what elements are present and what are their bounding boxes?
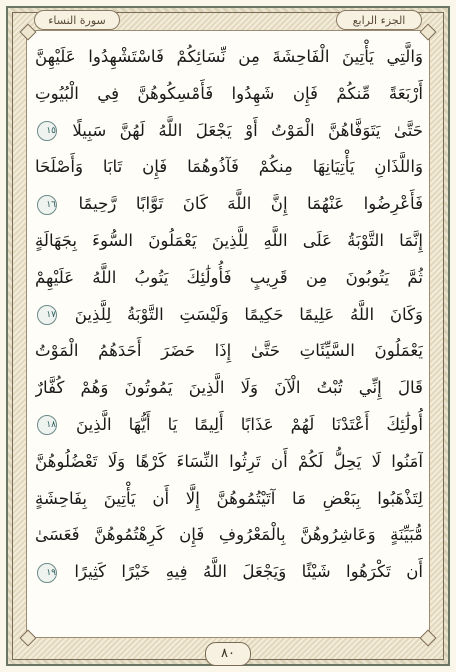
- surah-label: سورة النساء: [34, 10, 120, 30]
- text-panel: [26, 30, 430, 638]
- ayah-marker-18: ١٨: [37, 415, 57, 435]
- verse-line-2: أَرْبَعَةً مِّنكُمْ فَإِن شَهِدُوا فَأَمْسِكُوهُنَّ فِي الْبُيُوتِ: [35, 83, 423, 103]
- verse-line-9: يَعْمَلُونَ السَّيِّئَاتِ حَتَّىٰ إِذَا حَضَرَ أَحَدَهُمُ الْمَوْتُ: [35, 341, 423, 361]
- page-number: ٨٠: [205, 642, 251, 666]
- verse-line-8: [35, 297, 423, 334]
- page-header: [18, 8, 438, 30]
- verse-line-3-text: حَتَّىٰ يَتَوَفَّاهُنَّ الْمَوْتُ أَوْ يَجْعَلَ اللَّهُ لَهُنَّ سَبِيلًا: [72, 120, 423, 140]
- ayah-marker-17: ١٧: [37, 305, 57, 325]
- verse-line-8-text: وَكَانَ اللَّهُ عَلِيمًا حَكِيمًا وَلَيْسَتِ التَّوْبَةُ لِلَّذِينَ: [74, 304, 423, 324]
- verse-line-3: [35, 113, 423, 150]
- verse-line-10: قَالَ إِنِّي تُبْتُ الْآنَ وَلَا الَّذِينَ يَمُوتُونَ وَهُمْ كُفَّارٌ: [35, 378, 423, 398]
- verse-line-5: [35, 186, 423, 223]
- verse-line-11: [35, 407, 423, 444]
- juz-label: الجزء الرابع: [336, 10, 422, 30]
- verse-lines: [35, 39, 423, 629]
- verse-line-15-text: أَن تَكْرَهُوا شَيْئًا وَيَجْعَلَ اللَّهُ فِيهِ خَيْرًا كَثِيرًا: [74, 562, 423, 582]
- ayah-marker-16: ١٦: [37, 195, 57, 215]
- ayah-marker-19: ١٩: [37, 563, 57, 583]
- verse-line-11-text: أُولَٰئِكَ أَعْتَدْنَا لَهُمْ عَذَابًا أَلِيمًا يَا أَيُّهَا الَّذِينَ: [76, 414, 423, 434]
- ayah-marker-15: ١٥: [37, 121, 57, 141]
- verse-line-5-text: فَأَعْرِضُوا عَنْهُمَا إِنَّ اللَّهَ كَانَ تَوَّابًا رَّحِيمًا: [78, 194, 423, 214]
- verse-line-14: مُّبَيِّنَةٍ وَعَاشِرُوهُنَّ بِالْمَعْرُوفِ فَإِن كَرِهْتُمُوهُنَّ فَعَسَىٰ: [35, 525, 423, 545]
- verse-line-1: وَالَّتِي يَأْتِينَ الْفَاحِشَةَ مِن نِّسَائِكُمْ فَاسْتَشْهِدُوا عَلَيْهِنَّ: [35, 47, 423, 66]
- verse-line-7: ثُمَّ يَتُوبُونَ مِن قَرِيبٍ فَأُولَٰئِكَ يَتُوبُ اللَّهُ عَلَيْهِمْ: [35, 267, 423, 287]
- verse-line-4: وَاللَّذَانِ يَأْتِيَانِهَا مِنكُمْ فَآذُوهُمَا فَإِن تَابَا وَأَصْلَحَا: [35, 157, 423, 177]
- verse-line-12: آمَنُوا لَا يَحِلُّ لَكُمْ أَن تَرِثُوا النِّسَاءَ كَرْهًا وَلَا تَعْضُلُوهُنَّ: [35, 451, 423, 471]
- verse-line-6: إِنَّمَا التَّوْبَةُ عَلَى اللَّهِ لِلَّذِينَ يَعْمَلُونَ السُّوءَ بِجَهَالَةٍ: [35, 230, 423, 250]
- verse-line-13: لِتَذْهَبُوا بِبَعْضِ مَا آتَيْتُمُوهُنَّ إِلَّا أَن يَأْتِينَ بِفَاحِشَةٍ: [35, 488, 423, 508]
- verse-line-15: [35, 554, 423, 591]
